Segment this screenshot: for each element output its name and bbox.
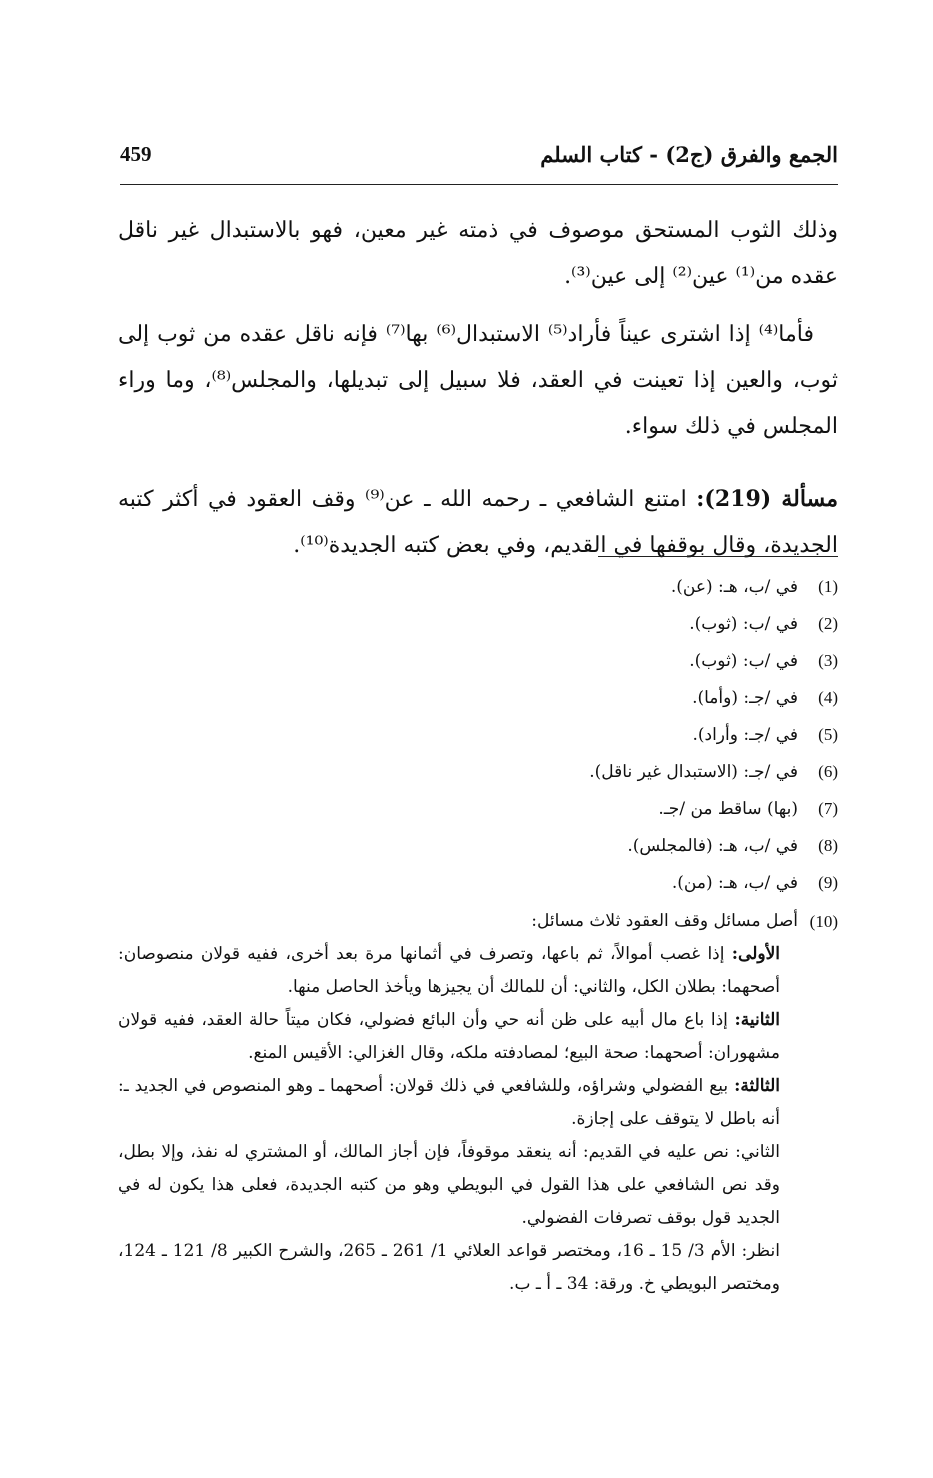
footnote-number: (8) [818, 835, 838, 855]
footnote-text: (بها) ساقط من /جـ. [658, 798, 798, 819]
footnote-8 [118, 827, 838, 864]
footnote-text: في /ب: (ثوب). [689, 650, 798, 671]
footnote-separator [598, 556, 838, 557]
third-label: الثالثة: [734, 1076, 780, 1096]
footnote-4 [118, 679, 838, 716]
first-text: إذا غصب أموالاً، ثم باعها، وتصرف في أثمانها مرة بعد أخرى، ففيه قولان منصوصان: أصحهما: بطلان الكل، والثاني: أن للمالك أن يجيزها ويأخذ الحاصل منها. [118, 944, 780, 997]
footnote-number: (3) [818, 650, 838, 670]
footnote-7 [118, 790, 838, 827]
footnote-text: في /جـ: (الاستبدال غير ناقل). [589, 761, 798, 782]
page-number: 459 [120, 142, 152, 166]
issue-label: مسألة (219): [696, 486, 838, 512]
footnote-number: (5) [818, 724, 838, 744]
footnote-5 [118, 716, 838, 753]
second-label: الثانية: [734, 1010, 780, 1030]
footnote-1 [118, 568, 838, 605]
footnote-10-intro: أصل مسائل وقف العقود ثلاث مسائل: [531, 911, 798, 931]
footnote-10-intro-line [118, 905, 838, 938]
footnotes-list [118, 568, 838, 901]
paragraph-2: فأما⁽⁴⁾ إذا اشترى عيناً فأراد⁽⁵⁾ الاستبدال⁽⁶⁾ بها⁽⁷⁾ فإنه ناقل عقده من ثوب إلى ثوب، والعين إذا تعينت في العقد، فلا سبيل إلى تبديلها، والمجلس⁽⁸⁾، وما وراء المجلس في ذلك سواء. [118, 322, 838, 439]
footnote-number: (4) [818, 687, 838, 707]
footnote-10-second-view: الثاني: نص عليه في القديم: أنه ينعقد موقوفاً، فإن أجاز المالك، أو المشتري له نفذ، وإلا بطل، وقد نص الشافعي على هذا القول في البويطي وهو من كتبه الجديدة، فعلى هذا يكون له في الجديد قول بوقف تصرفات الفضولي. [118, 1142, 780, 1228]
footnote-text: في /ب، هـ: (عن). [670, 576, 798, 597]
third-text: بيع الفضولي وشراؤه، وللشافعي في ذلك قولان: أصحهما ـ وهو المنصوص في الجديد ـ: أنه باطل لا يتوقف على إجازة. [118, 1076, 780, 1129]
main-text [118, 208, 838, 569]
paragraph-1: وذلك الثوب المستحق موصوف في ذمته غير معين، فهو بالاستبدال غير ناقل عقده من⁽¹⁾ عين⁽²⁾ إلى عين⁽³⁾. [118, 218, 838, 289]
page-header [120, 138, 838, 185]
footnote-10-second [118, 1004, 838, 1070]
footnote-text: في /ب، هـ: (من). [671, 872, 798, 893]
footnote-9 [118, 864, 838, 901]
footnote-10 [118, 905, 838, 1301]
footnote-number: (9) [818, 872, 838, 892]
second-text: إذا باع مال أبيه على ظن أنه حي وأن البائع فضولي، فكان ميتاً حالة العقد، ففيه قولان مشهوران: أصحهما: صحة البيع؛ لمصادفته ملكه، وقال الغزالي: الأقيس المنع. [118, 1010, 780, 1063]
footnote-6 [118, 753, 838, 790]
footnote-text: في /جـ: وأراد). [692, 724, 798, 745]
footnote-number: (1) [818, 576, 838, 596]
footnote-10-first [118, 938, 838, 1004]
footnote-number: (10) [809, 912, 838, 931]
footnote-2 [118, 605, 838, 642]
issue-text: امتنع الشافعي ـ رحمه الله ـ عن⁽⁹⁾ وقف العقود في أكثر كتبه الجديدة، وقال بوقفها في القديم، وفي بعض كتبه الجديدة⁽¹⁰⁾. [118, 487, 838, 558]
footnote-10-references: انظر: الأم 3/ 15 ـ 16، ومختصر قواعد العلائي 1/ 261 ـ 265، والشرح الكبير 8/ 121 ـ 124، ومختصر البويطي خ. ورقة: 34 ـ أ ـ ب. [118, 1241, 780, 1294]
footnote-text: في /جـ: (وأما). [692, 687, 798, 708]
footnote-text: في /ب، هـ: (فالمجلس). [627, 835, 798, 856]
running-title: الجمع والفرق (ج2) - كتاب السلم [540, 142, 838, 167]
footnote-text: في /ب: (ثوب). [689, 613, 798, 634]
footnote-10-third [118, 1070, 838, 1136]
footnote-number: (7) [818, 798, 838, 818]
footnote-number: (2) [818, 613, 838, 633]
footnote-3 [118, 642, 838, 679]
first-label: الأولى: [731, 944, 781, 964]
footnote-number: (6) [818, 761, 838, 781]
